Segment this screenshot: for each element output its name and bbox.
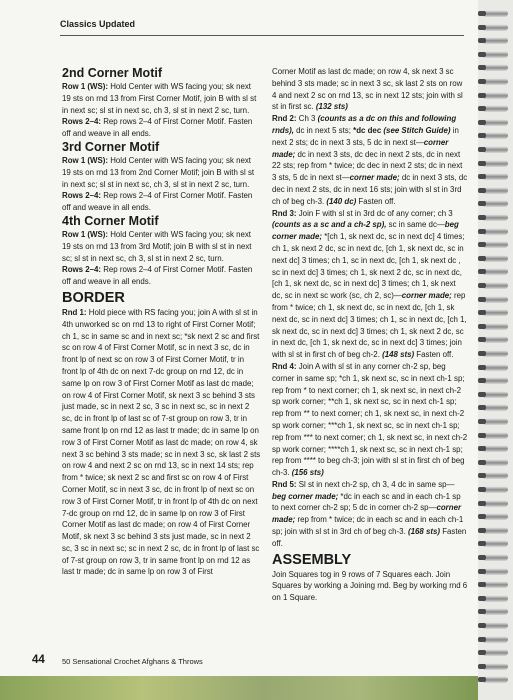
text-run: Rows 2–4: <box>62 191 102 201</box>
paragraph <box>62 116 261 140</box>
punch-hole <box>478 188 486 193</box>
text-run: Join F with sl st in 3rd dc of any corner; ch 3 <box>296 208 453 218</box>
text-run: (see Stitch Guide) <box>383 125 451 135</box>
text-run: Row 1 (WS): <box>62 229 109 239</box>
punch-hole <box>478 256 486 261</box>
text-run: Ch 3 <box>296 114 318 124</box>
punch-hole <box>478 650 486 655</box>
punch-hole <box>478 637 486 642</box>
text-run: Rows 2–4: <box>62 117 102 127</box>
punch-hole <box>478 405 486 410</box>
paragraph <box>272 208 468 361</box>
heading-assembly: ASSEMBLY <box>272 551 352 568</box>
punch-hole <box>478 229 486 234</box>
text-run: corner made; <box>401 291 452 301</box>
punch-hole <box>478 106 486 111</box>
punch-hole <box>478 609 486 614</box>
text-run: Rnd 5: <box>272 479 297 489</box>
paragraph <box>62 307 261 578</box>
text-run: Rnd 4: <box>272 361 297 371</box>
paragraph <box>272 113 468 207</box>
right-column <box>272 66 468 604</box>
heading-border: BORDER <box>62 289 125 306</box>
punch-hole <box>478 25 486 30</box>
text-run: Hold piece with RS facing you; join A with sl st in 4th unworked sc on rnd 13 to right of First Corner Motif; ch 1, sc in same sc and in next sc; *sk next 2 sc and first sc on row 4 of First Corner Motif, sc in next 3 sc, dc in front lp of next sc on row 3 of First Corner Motif, tr in front lp of 4th dc on next 7-dc group on rnd 12, dc in same lp on row 3 of First Corner Motif as last dc made; on row 4 of First Corner Motif, sk next 3 sc behind 3 sts just made, sc in next 2 sc, 3 sc in next sc, sc in next 2 sc, dc in front lp of last sc of 7-st group on row 3, tr in same front lp on rnd 12 as last tr made; dc in same lp on row 3 of First Corner Motif as last dc made; on row 4, sk next 3 sc behind 3 sts made; sc in next 3 sc, sk last 2 sts on row 4 and next 2 sc on rnd 13, sc in next 14 sts; rep from * twice; sk next 2 sc and first sc on row 4 of First Corner Motif, sc in next 3 sc, dc in front lp of next sc on row 3 of First Corner Motif, tr in front lp of 4th dc on next 7-dc group on rnd 12, dc in same lp on row 3 of First Corner Motif as last dc made; on row 4 of First Corner Motif, sk next 3 sc behind 3 sts just made, sc in next 2 sc, 3 sc in next sc; sc in next 2 sc, dc in front lp of last sc of 7-st group on row 3, tr in same front lp on rnd 12 as last tr made; dc in same lp on row 3 of First <box>62 307 261 577</box>
text-run: beg corner made; <box>272 220 459 242</box>
text-run: dc in next 3 sts, dc dec in next 2 sts, dc in next 16 sts; join with sl st in 3rd ch of beg ch-3. <box>272 173 468 206</box>
text-run: Row 1 (WS): <box>62 155 109 165</box>
text-run: in next 2 sts; dc in next 3 sts, 5 dc in next st— <box>272 125 459 147</box>
paragraph <box>272 569 468 604</box>
text-run: corner made; <box>272 503 462 525</box>
punch-hole <box>478 433 486 438</box>
paragraph <box>62 155 261 190</box>
punch-hole <box>478 582 486 587</box>
text-run: corner made; <box>349 173 400 183</box>
punch-hole <box>478 52 486 57</box>
text-run: *dc in each sc and in each ch-1 sp to next corner ch-2 sp; 5 dc in corner ch-2 sp— <box>272 491 461 513</box>
punch-hole <box>478 242 486 247</box>
punch-hole <box>478 38 486 43</box>
text-run: sc in same dc— <box>386 220 445 230</box>
punch-hole <box>478 446 486 451</box>
paragraph <box>62 264 261 288</box>
text-run: Rep rows 2–4 of First Corner Motif. Fasten off and weave in all ends. <box>62 117 253 139</box>
heading-2nd-corner-motif: 2nd Corner Motif <box>62 66 162 80</box>
punch-hole <box>478 569 486 574</box>
text-run: Hold Center with WS facing you; sk next 19 sts on rnd 13 from 2nd Corner Motif; join B with sl st in next sc; sl st in next sc, ch 3, sl st in next 2 sc, turn. <box>62 155 255 189</box>
punch-hole <box>478 324 486 329</box>
punch-hole <box>478 487 486 492</box>
punch-hole <box>478 65 486 70</box>
punch-hole <box>478 419 486 424</box>
punch-hole <box>478 460 486 465</box>
punch-hole <box>478 392 486 397</box>
text-run: *dc dec <box>353 125 382 135</box>
text-run: *[ch 1, sk next dc, sc in next dc] 4 times; ch 1, sk next 2 dc, sc in next dc, [ch 1, sk next dc, sc in next dc] 3 times; ch 1, sc in next dc, [ch 1, sk next dc , sc in next dc] 3 times; ch 1, sk next 2 dc, sc in next dc, [ch 1, sk next dc, sc in next dc] 3 times; ch 1, sk next dc, sc in next sc work (sc, ch 2, sc)— <box>272 232 465 301</box>
spiral-binding <box>478 0 513 700</box>
text-run: Corner Motif as last dc made; on row 4, sk next 3 sc behind 3 sts made; sc in next 3 sc, sk last 2 sts on row 4 and next 2 sc on rnd 13, sc in next 12 sts; join with sl st in first sc. <box>272 67 463 112</box>
punch-hole <box>478 297 486 302</box>
text-run: (156 sts) <box>291 468 324 478</box>
text-run: Rnd 3: <box>272 208 297 218</box>
heading-4th-corner-motif: 4th Corner Motif <box>62 213 159 228</box>
punch-hole <box>478 664 486 669</box>
paragraph <box>272 361 468 479</box>
paragraph <box>62 81 261 116</box>
punch-hole <box>478 677 486 682</box>
punch-hole <box>478 555 486 560</box>
punch-hole <box>478 365 486 370</box>
text-run: (148 sts) <box>382 350 415 360</box>
punch-hole <box>478 269 486 274</box>
punch-hole <box>478 11 486 16</box>
left-column <box>62 66 261 578</box>
text-run: dc in next 5 sts; <box>293 125 354 135</box>
text-run: Hold Center with WS facing you; sk next 19 sts on rnd 13 from First Corner Motif, join B with sl st in next sc; sl st in next sc, ch 3, sl st in next 2 sc, turn. <box>62 82 257 115</box>
text-run: (140 dc) <box>326 196 357 206</box>
punch-hole <box>478 215 486 220</box>
text-run: Rnd 2: <box>272 114 297 124</box>
punch-hole <box>478 133 486 138</box>
punch-hole <box>478 514 486 519</box>
text-run: corner made; <box>272 137 449 159</box>
paragraph <box>272 66 468 113</box>
running-header: Classics Updated <box>60 19 136 29</box>
punch-hole <box>478 623 486 628</box>
text-run: (168 sts) <box>407 527 440 537</box>
text-run: dc in next 3 sts, dc dec in next 2 sts, dc in next 22 sts; rep from * twice; dc dec in next 2 sts; dc in next 3 sts, 5 dc in next st— <box>272 149 463 183</box>
heading-3rd-corner-motif: 3rd Corner Motif <box>62 139 160 154</box>
punch-hole <box>478 351 486 356</box>
book-title: 50 Sensational Crochet Afghans & Throws <box>62 657 203 666</box>
text-run: Hold Center with WS facing you; sk next 19 sts on rnd 13 from 3rd Motif; join B with sl st in next sc; sl st in next sc, ch 3, sl st in next 2 sc, turn. <box>62 229 252 263</box>
punch-hole <box>478 201 486 206</box>
punch-hole <box>478 120 486 125</box>
text-run: Fasten off. <box>414 350 454 360</box>
text-run: Rep rows 2–4 of First Corner Motif. Fasten off and weave in all ends. <box>62 265 253 287</box>
text-run: Fasten off. <box>272 527 467 548</box>
background-grass <box>0 676 478 700</box>
paragraph <box>272 479 468 550</box>
punch-hole <box>478 473 486 478</box>
punch-hole <box>478 161 486 166</box>
page-number: 44 <box>32 654 45 666</box>
text-run: Rows 2–4: <box>62 265 102 275</box>
text-run: beg corner made; <box>272 491 339 501</box>
punch-hole <box>478 283 486 288</box>
text-run: Row 1 (WS): <box>62 82 109 91</box>
punch-hole <box>478 174 486 179</box>
punch-hole <box>478 337 486 342</box>
text-run: Sl st in next ch-2 sp, ch 3, 4 dc in same sp— <box>296 479 455 489</box>
text-run: (counts as a sc and a ch-2 sp), <box>272 220 387 230</box>
punch-hole <box>478 501 486 506</box>
punch-hole <box>478 541 486 546</box>
punch-hole <box>478 93 486 98</box>
text-run: rep from * twice; ch 1, sk next dc, sc in next dc, [ch 1, sk next dc, sc in next dc] 3 times; ch 1, sc in next dc, [ch 1, sk next dc, sc in next dc] 3 times; ch 1, sk next 2 dc, sc in next dc, [ch 1, sk next dc, sc in next dc] 3 times; join with sl st in first ch of beg ch-2. <box>272 291 467 360</box>
punch-hole <box>478 528 486 533</box>
text-run: (counts as a dc on this and following rnds), <box>272 114 457 135</box>
text-run: Fasten off. <box>356 196 396 206</box>
punch-hole <box>478 378 486 383</box>
punch-hole <box>478 147 486 152</box>
punch-hole <box>478 79 486 84</box>
punch-hole <box>478 596 486 601</box>
header-rule <box>60 35 464 36</box>
text-run: Join Squares tog in 9 rows of 7 Squares each. Join Squares by working a Joining rnd. Beg by working rnd 6 on 1 Square. <box>272 569 468 603</box>
text-run: Rep rows 2–4 of First Corner Motif. Fasten off and weave in all ends. <box>62 191 253 213</box>
paragraph <box>62 190 261 214</box>
paragraph <box>62 229 261 264</box>
text-run: rep from * twice; dc in each sc and in each ch-1 sp; join with sl st in 3rd ch of beg ch-3. <box>272 515 464 537</box>
text-run: Rnd 1: <box>62 307 87 317</box>
text-run: (132 sts) <box>315 102 348 112</box>
punch-hole <box>478 310 486 315</box>
text-run: Join A with sl st in any corner ch-2 sp, beg corner in same sp; *ch 1, sk next sc, sc in next ch-1 sp; rep from * to next corner; ch 1, sk next sc, in next ch-2 sp work corner; **ch 1, sk next sc, sc in next ch-1 sp; rep from ** to next corner; ch 1, sk next sc, in next ch-2 sp work corner; ***ch 1, sk next sc, sc in next ch-1 sp; rep from *** to next corner; ch 1, sk next sc, in next ch-2 sp work corner; ****ch 1, sk next sc, sc in next ch-1 sp; rep from **** to beg ch-3; join with sl st in first ch of beg ch-3. <box>272 361 468 478</box>
